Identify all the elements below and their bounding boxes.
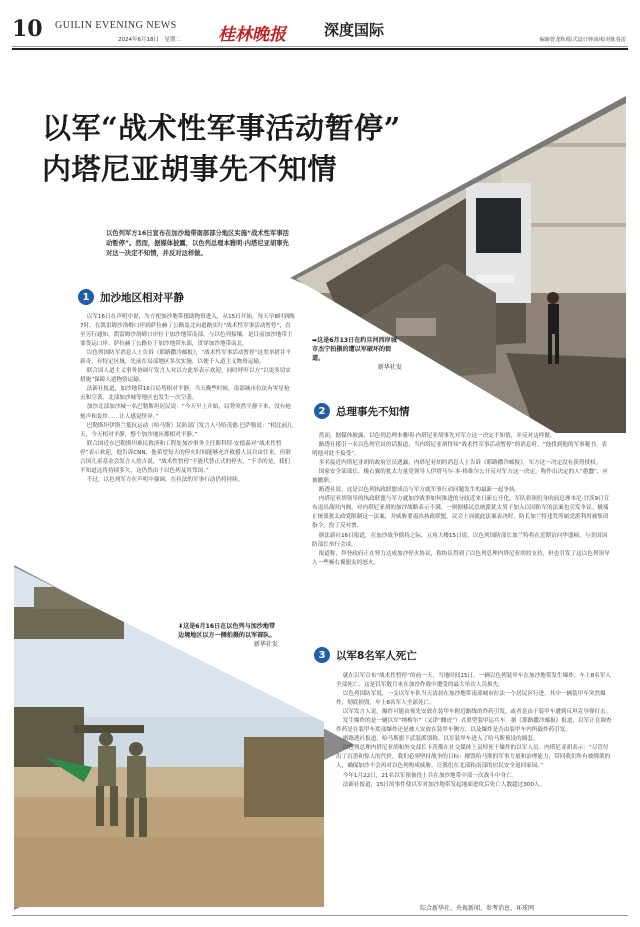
section-3-paragraph: 就在以军宣布“战术性暂停”的前一天，当地时间15日，一辆以色列装甲车在加沙地带发生爆炸，车上8名军人全部死亡。这是以军数月来在加沙作战中遭受的最大单次人员损失。	[336, 673, 611, 689]
section-2-paragraph: 路透社援引一名以色列官员的话报道，当内塔尼亚胡得知“战术性军事活动暂停”的消息时，“他找到他的军事秘书，表明他对此不接受”。	[312, 442, 608, 458]
bottom-rule	[12, 915, 628, 916]
section-3-paragraph: 法新社报道，15日的事件使以军对加沙地带发起地面进攻后死亡人数超过300人。	[342, 781, 546, 788]
section-3-heading	[314, 647, 417, 663]
photo-2-source: 新华社发	[253, 641, 278, 649]
section-3-paragraph: 以色列总理内塔尼亚胡和外交部长卡茨都在社交媒体上哀悼死于爆炸的以军人员。内塔尼亚胡表示：“尽管付出了沉重和惊人的代价，我们必须坚持战争的目标：摧毁哈马斯的军事力量和治理能力，带回我们所有被绑架的人，确保加沙不会再对以色列构成威胁，让我们在北部和南部的居民安全返回家园。”	[336, 745, 611, 770]
paper-name: GUILIN EVENING NEWS	[55, 20, 177, 31]
page-number: 10	[12, 16, 43, 42]
section-1-paragraph: 以色列国防军消息人士告诉《耶路撒冷邮报》，“战术性军事活动暂停”这类举措并不新奇，有特定区域，先前在局部地区多次实施，以便于人道主义物资运输。	[80, 350, 292, 366]
section-3-paragraph: 据路透社报道，哈马斯旗下武装派别称，以军装甲车进入了哈马斯预设的圈套。	[342, 736, 539, 743]
section-1-number: 1	[78, 289, 94, 305]
section-1-paragraph: 巴勒斯坦伊斯兰抵抗运动（哈马斯）民防部门发言人马哈茂德·巴萨勒说：“相比前几天，今天相对平静，整个加沙地区都相对平静。”	[80, 422, 293, 438]
section-2-paragraph: 多名接近内塔尼亚胡的政府官员透露，内塔尼亚胡的消息人士告诉《耶路撒冷邮报》，军方这一决定没有获得授权。	[318, 460, 602, 467]
newspaper-logo: 桂林晚报	[218, 25, 286, 45]
photo-2-caption	[178, 622, 278, 649]
section-1-title: 加沙地区相对平静	[100, 291, 184, 304]
section-2-heading	[314, 403, 410, 419]
headline-line-2: 内塔尼亚胡事先不知情	[42, 152, 338, 187]
section-3-paragraph: 以色列国防军说，一支以军车队当天清晨在加沙地带南部城市拉法一个居民区行进，其中一辆装甲车突然爆炸，彻底损毁，车上8名军人全部死亡。	[336, 691, 606, 707]
headline	[42, 108, 401, 190]
section-1-paragraph: 以军16日在声明中说，为方便加沙地带援助物资进入，从15日开始，每天早8时到晚7时，在凯雷姆沙洛姆口岸到萨拉赫丁公路及北向道路实行“战术性军事活动暂停”，直至另行通知。凯雷姆沙洛姆口岸位于加沙地带南部，与以色列接壤。是目前加沙地带主要货运口岸。萨拉赫丁公路位于加沙地带东部，贯穿加沙地带南北。	[80, 314, 295, 348]
section-2-paragraph: 内塔尼亚胡领导的执政联盟与军方就加沙战事如何推进的分歧近来日新公开化。军队将领们身的前总理本尼·甘茨9日宣布退出战时内阁，对内塔尼亚胡的加沙战略表示不满。一则据移民总统派犹太男子加入以国防军的法案也引发争议。极端正统派犹太政党限制这一法案，并威胁要退出执政联盟。议会上周就此法案表决时，防长加兰特违背所属党派利用被集团指令，投了反对票。	[312, 496, 610, 530]
section-2-body	[312, 432, 612, 568]
section-1-paragraph: 加沙北部加沙城一名巴勒斯坦居民说：“今天早上开始，局势突然平静下来，没有枪炮声和轰炸……让人感觉怪异。”	[80, 404, 291, 420]
editor-credits: 编辑曾龙辉/版式设计钟沛/校对陈春雷	[539, 37, 626, 43]
lead-paragraph: 以色列军方16日宣布在加沙地带南部部分地区实施“战术性军事活动暂停”。然而，据媒体披露，以色列总理本雅明·内塔尼亚胡事先对这一决定不知情，并反对这样做。	[106, 230, 289, 257]
photo-1-source: 新华社发	[377, 364, 402, 372]
section-1-heading	[78, 289, 184, 305]
source-credit: 综合新华社、央视新闻、参考消息、环球网	[420, 905, 535, 912]
headline-line-1: 以军“战术性军事活动暂停”	[42, 111, 401, 145]
section-name: 深度国际	[324, 21, 385, 39]
section-1-body	[80, 313, 295, 485]
photo-israeli-troops	[14, 567, 324, 907]
section-2-paragraph: 据法新社16日报道，在加沙战争僵持之际，五角大楼15日说，以色列国防部长加兰特将在近期访问华盛顿，与美国国防部长举行会谈。	[312, 532, 608, 548]
section-1-paragraph: 联合国人道主义事务协调厅发言人对以方此举表示欢迎，同时呼吁以方“以更多切实措施”保障人道物资运输。	[80, 368, 291, 384]
section-2-paragraph: 路透社说，这是以色列执政联盟成员与军方就军事行动问题发生的最新一起争执。	[318, 487, 521, 494]
section-2-title: 总理事先不知情	[336, 405, 410, 418]
section-2-number: 2	[314, 403, 330, 419]
photo-1-caption-text: ➡这是6月13日在约旦河西岸城市杰宁拍摄的遭以军破坏的街道。	[312, 337, 397, 363]
photo-1-caption	[312, 336, 402, 373]
section-3-paragraph: 以军发言人说，爆炸可能由预先安放在装甲车附近路线的炸药引发，或者是由于装甲车遭到反坦克导弹打击。	[342, 709, 612, 716]
section-3-paragraph: 今年1月22日，21名以军预备役士兵在加沙地带中部一次战斗中身亡。	[342, 772, 518, 779]
issue-date: 2024年6月18日 星期二	[118, 37, 181, 43]
section-3-number: 3	[314, 647, 330, 663]
section-3-body	[336, 672, 612, 790]
section-3-title: 以军8名军人死亡	[336, 649, 417, 662]
section-2-paragraph: 国家安全部部长、极右翼的犹太力量党领导人伊塔马尔·本-格维尔公开反对军方这一决定，称作出决定的人“愚蠢”，应被撤职。	[312, 469, 609, 485]
section-1-paragraph: 法新社报道，加沙地带16日局势相对平静。当天晚些时候，南部城市拉法有零星枪击和空袭，北部加沙城等地区也发生一次空袭。	[80, 386, 290, 402]
section-3-paragraph: 发生爆炸的是一辆以军“纳梅尔”（又译“雌虎”）式重型装甲运兵车。据《耶路撒冷邮报》报道，以军正在调查炸药是在装甲车底部爆炸还是被人安放在装甲车侧方，以及爆炸是否由装甲车内所载炸药引发。	[336, 718, 612, 734]
section-2-paragraph: 然而，据媒体披露，以色列总理本雅明·内塔尼亚胡事先对军方这一决定不知情，并反对这样做。	[318, 433, 556, 439]
section-2-paragraph: 报道称，拜登政府正在努力达成加沙停火协议，称协议得到了以色列总理内塔尼亚胡的支持，但也引发了这以色列领导人一些极右翼盟友的怒火。	[312, 550, 610, 566]
section-1-paragraph: 联合国近东巴勒斯坦难民救济和工程处加沙事务主任斯科特·安德森对“战术性暂停”表示欢迎，他告诉CNN，他希望每天的停火时间能够允许救援人员自由往来，但联合国儿童基金会发言人詹吉说，“战术性暂停”不能代替正式的停火，“不幸的是，我们不知道这将持续多久，这仍然由于以色列及其邻国。”	[80, 440, 291, 474]
photo-2-caption-text: ⬇这是6月16日在以色列与加沙地带边境地区以方一侧拍摄的以军部队。	[178, 623, 276, 640]
section-1-paragraph: 不过，以色列军方在声明中强调，在拉法的军事行动仍将持续。	[86, 476, 244, 483]
